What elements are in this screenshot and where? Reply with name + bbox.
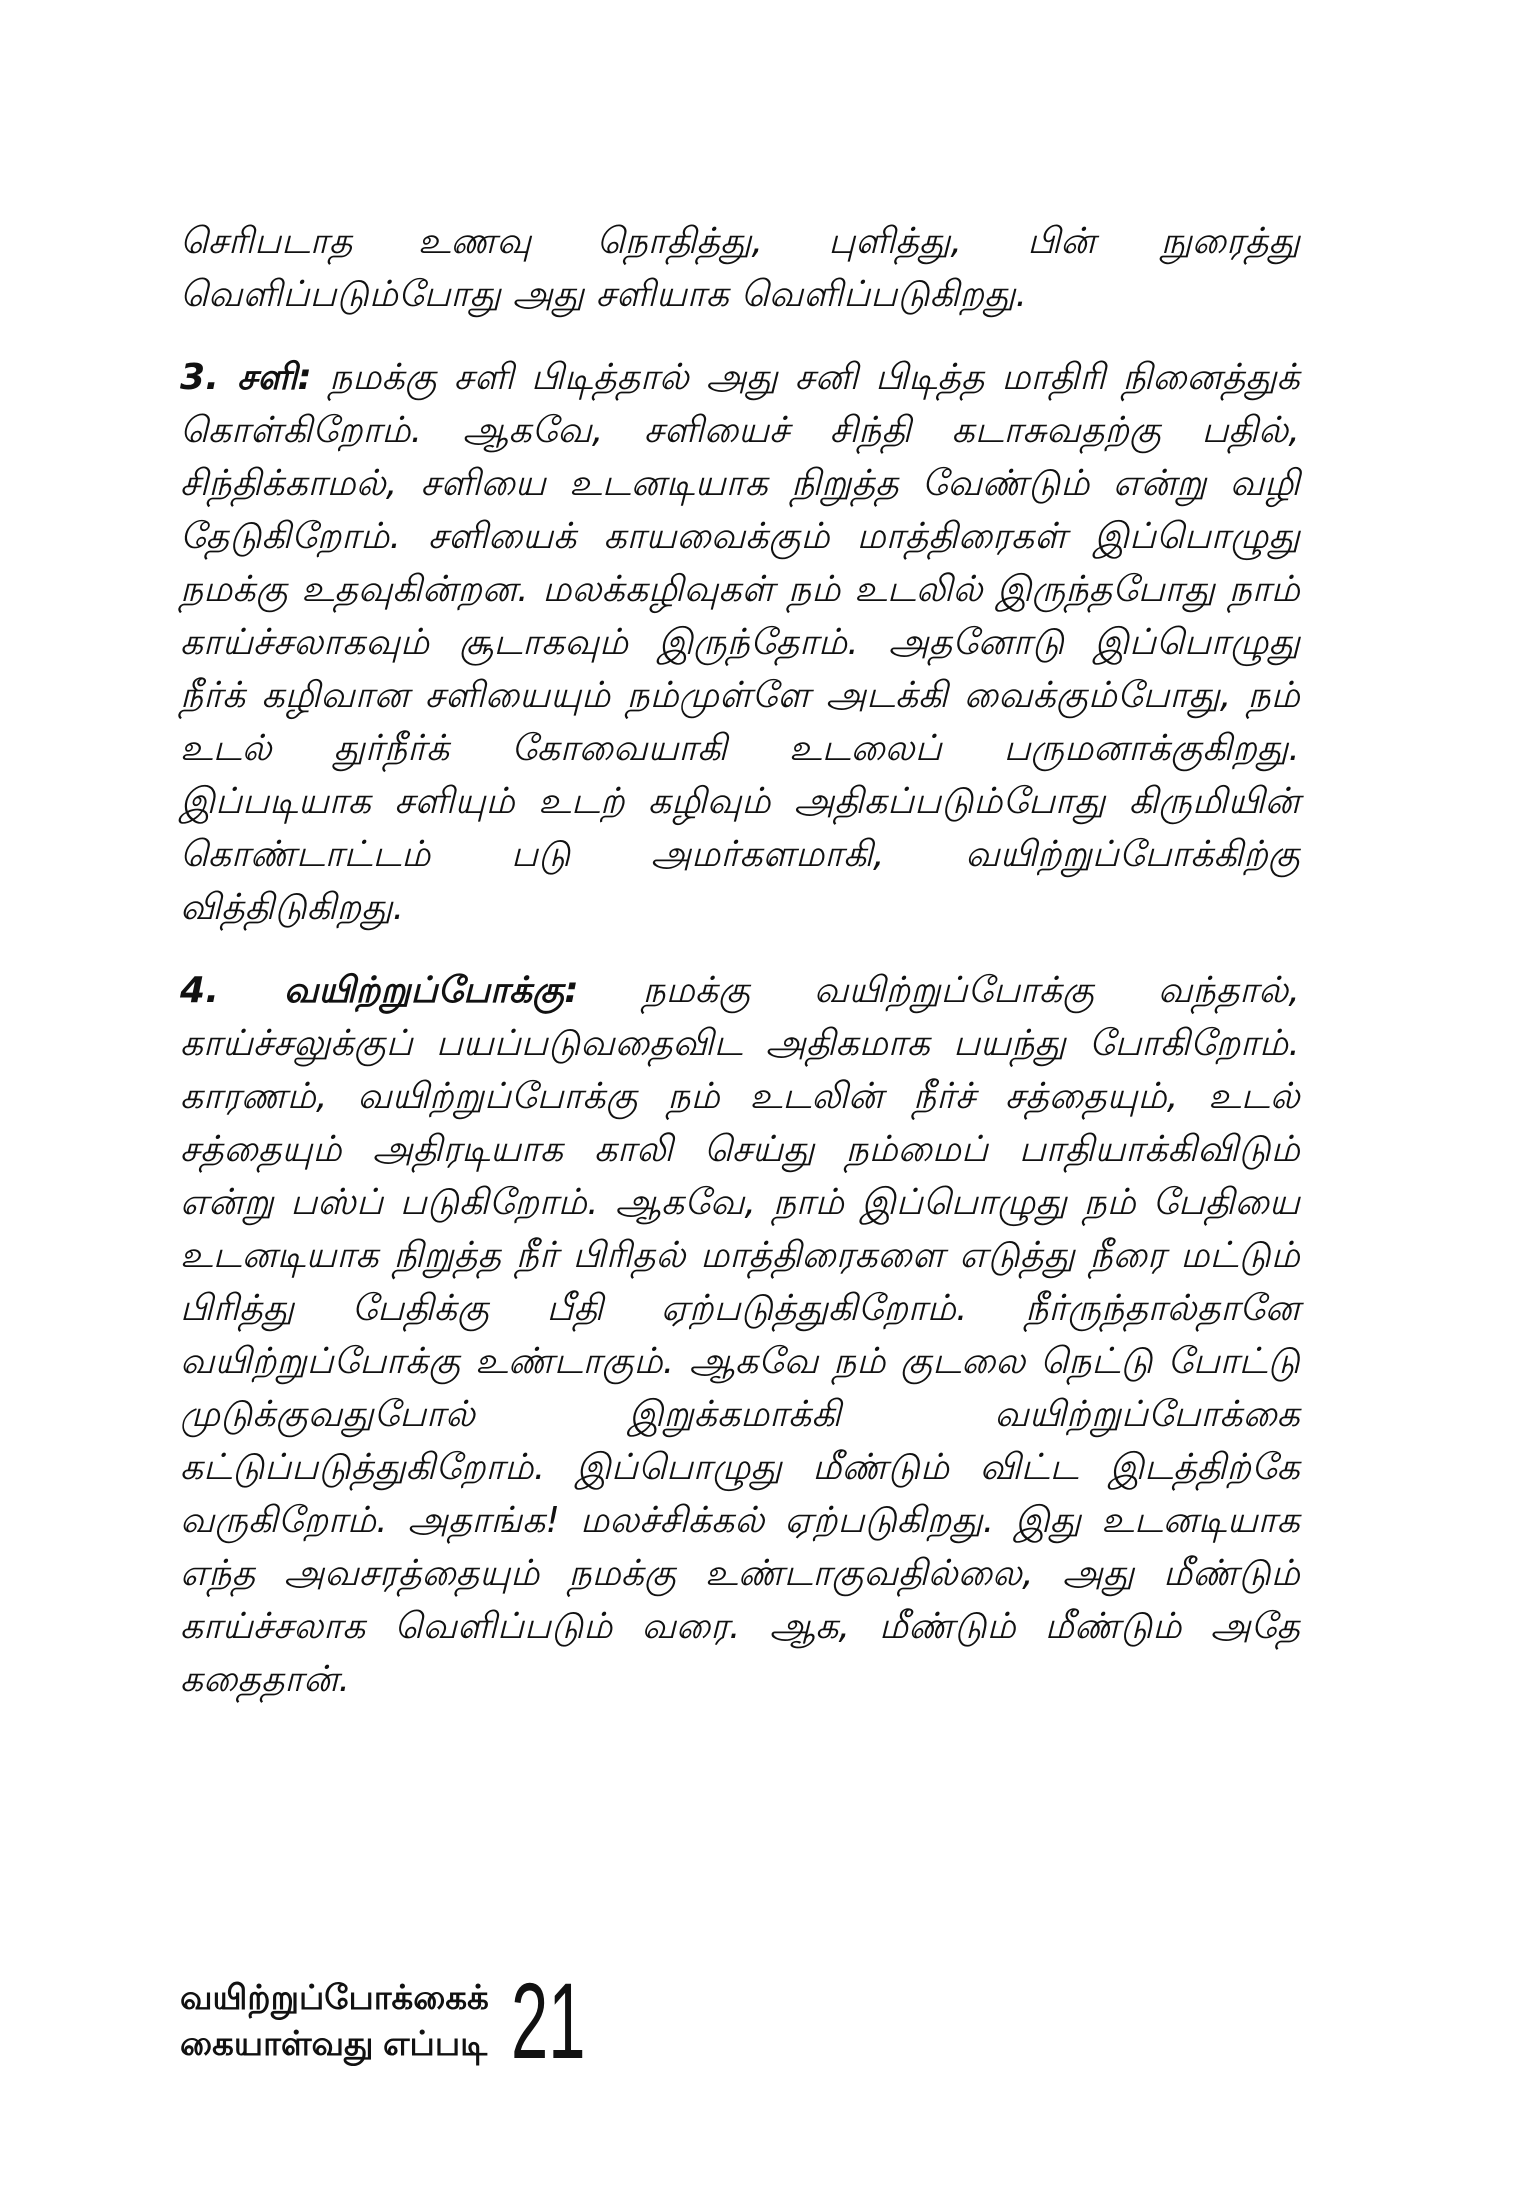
page-number: 21 [510, 1960, 586, 2081]
paragraph-3-heading: 4. வயிற்றுப்போக்கு: [180, 970, 579, 1011]
paragraph-1-text: செரிபடாத உணவு நொதித்து, புளித்து, பின் நுரைத்து வெளிப்படும்போது அது சளியாக வெளிப்படுகிறது. [180, 221, 1300, 315]
book-title [180, 1975, 489, 2067]
paragraph-1 [180, 215, 1300, 321]
paragraph-2-text: நமக்கு சளி பிடித்தால் அது சனி பிடித்த மாதிரி நினைத்துக் கொள்கிறோம். ஆகவே, சளியைச் சிந்தி கடாசுவதற்கு பதில், சிந்திக்காமல், சளியை உடனடியாக நிறுத்த வேண்டும் என்று வழி தேடுகிறோம். சளியைக் காயவைக்கும் மாத்திரைகள் இப்பொழுது நமக்கு உதவுகின்றன. மலக்கழிவுகள் நம் உடலில் இருந்தபோது நாம் காய்ச்சலாகவும் சூடாகவும் இருந்தோம். அதனோடு இப்பொழுது நீர்க் கழிவான சளியையும் நம்முள்ளே அடக்கி வைக்கும்போது, நம் உடல் துர்நீர்க் கோவையாகி உடலைப் பருமனாக்குகிறது. இப்படியாக சளியும் உடற் கழிவும் அதிகப்படும்போது கிருமியின் கொண்டாட்டம் படு அமர்களமாகி, வயிற்றுப்போக்கிற்கு வித்திடுகிறது. [180, 357, 1301, 928]
paragraph-3 [180, 964, 1300, 1706]
paragraph-3-text: நமக்கு வயிற்றுப்போக்கு வந்தால், காய்ச்சலுக்குப் பயப்படுவதைவிட அதிகமாக பயந்து போகிறோம். காரணம், வயிற்றுப்போக்கு நம் உடலின் நீர்ச் சத்தையும், உடல் சத்தையும் அதிரடியாக காலி செய்து நம்மைப் பாதியாக்கிவிடும் என்று பஸ்ப் படுகிறோம். ஆகவே, நாம் இப்பொழுது நம் பேதியை உடனடியாக நிறுத்த நீர் பிரிதல் மாத்திரைகளை எடுத்து நீரை மட்டும் பிரித்து பேதிக்கு பீதி ஏற்படுத்துகிறோம். நீர்ருந்தால்தானே வயிற்றுப்போக்கு உண்டாகும். ஆகவே நம் குடலை நெட்டு போட்டு முடுக்குவதுபோல் இறுக்கமாக்கி வயிற்றுப்போக்கை கட்டுப்படுத்துகிறோம். இப்பொழுது மீண்டும் விட்ட இடத்திற்கே வருகிறோம். அதாங்க! மலச்சிக்கல் ஏற்படுகிறது. இது உடனடியாக எந்த அவசரத்தையும் நமக்கு உண்டாகுவதில்லை, அது மீண்டும் காய்ச்சலாக வெளிப்படும் வரை. ஆக, மீண்டும் மீண்டும் அதே கதைதான். [180, 970, 1301, 1700]
book-title-line-1: வயிற்றுப்போக்கைக் [180, 1979, 489, 2017]
paragraph-2-heading: 3. சளி: [180, 357, 313, 398]
paragraph-2 [180, 351, 1300, 934]
book-title-line-2: கையாள்வது எப்படி [180, 2025, 488, 2063]
page-body [180, 215, 1300, 1736]
page-footer [180, 1960, 631, 2115]
